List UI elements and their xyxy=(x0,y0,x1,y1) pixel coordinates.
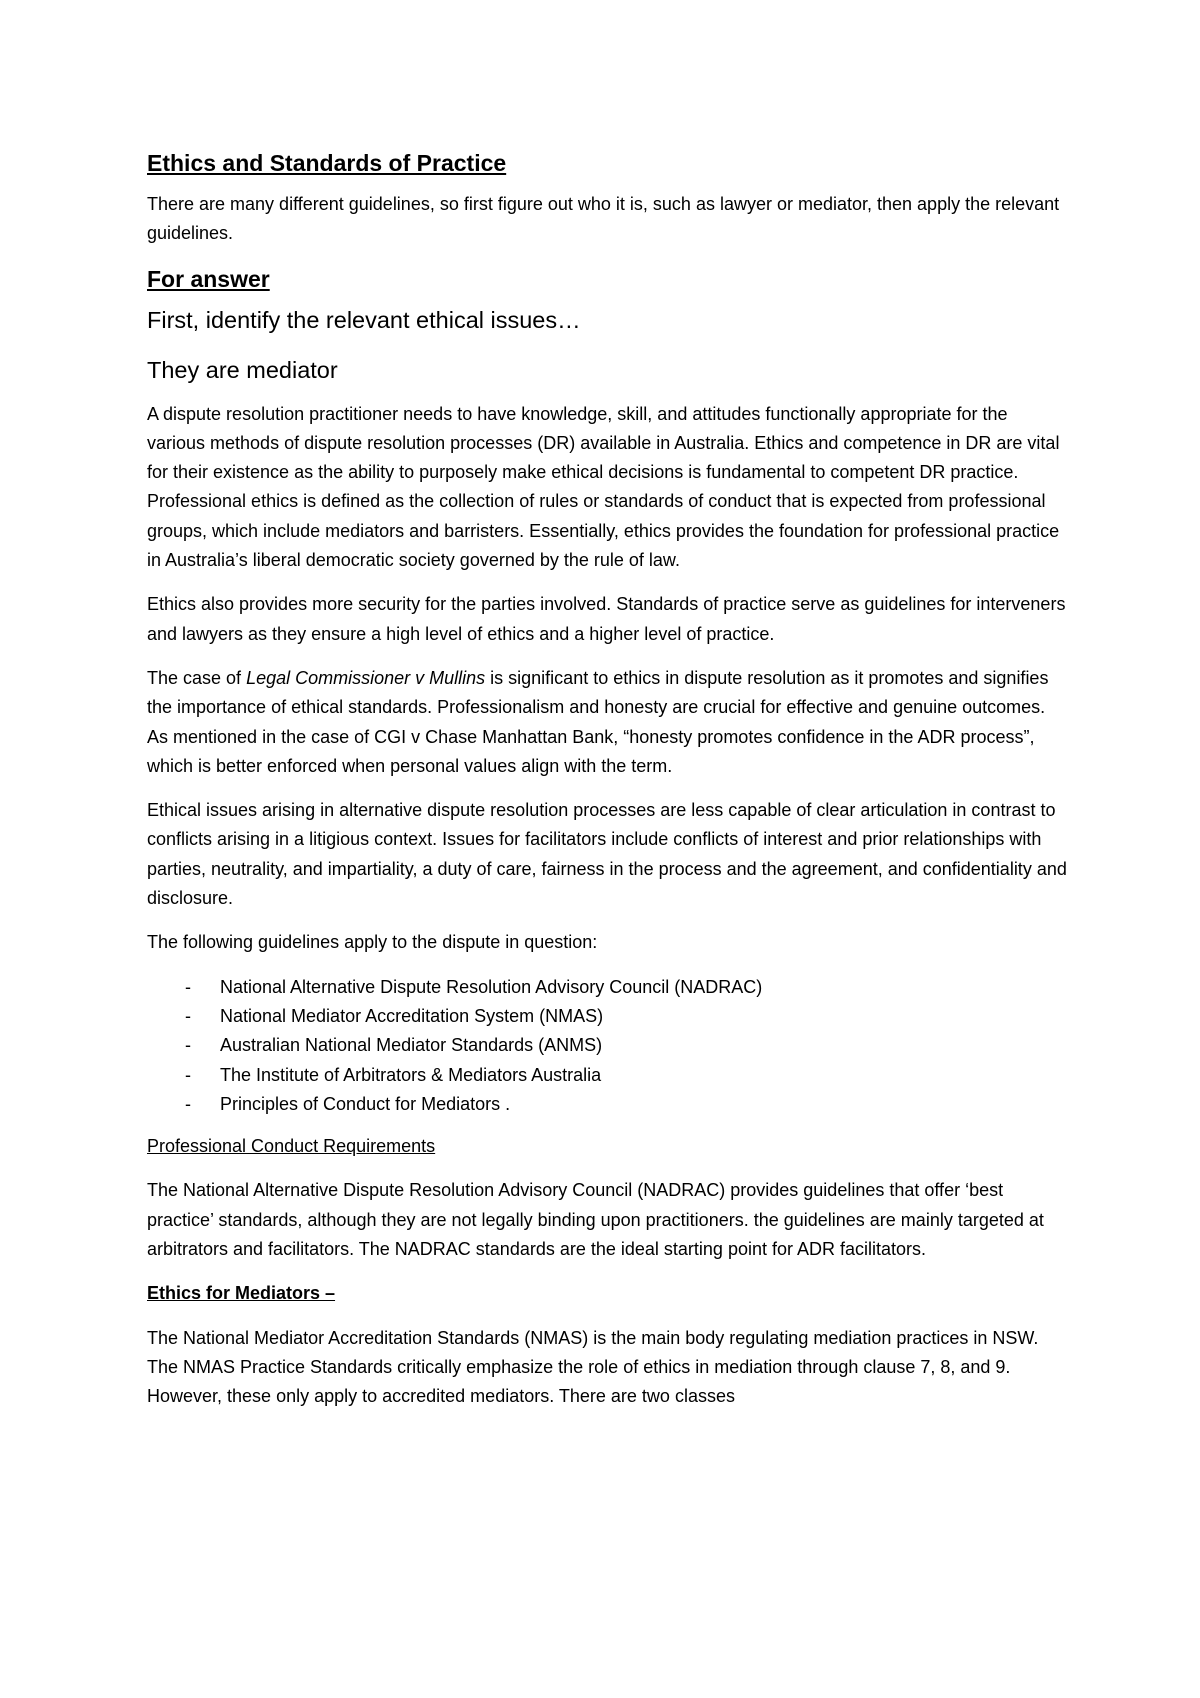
case-prefix: The case of xyxy=(147,667,247,688)
document-page xyxy=(147,148,1067,1427)
paragraph-nmas: The National Mediator Accreditation Standards (NMAS) is the main body regulating mediation practices in NSW. The NMAS Practice Standards critically emphasize the role of ethics in mediation through clause 7, 8, and 9. However, these only apply to accredited mediators. There are two classes xyxy=(147,1327,1039,1407)
paragraph-practitioner: A dispute resolution practitioner needs to have knowledge, skill, and attitudes functionally appropriate for the various methods of dispute resolution processes (DR) available in Australia. Ethics and competence in DR are vital for their existence as the ability to purposely make ethical decisions is fundamental to competent DR practice. Professional ethics is defined as the collection of rules or standards of conduct that is expected from professional groups, which include mediators and barristers. Essentially, ethics provides the foundation for professional practice in Australia’s liberal democratic society governed by the rule of law. xyxy=(147,403,1060,571)
for-answer-heading: For answer xyxy=(147,265,270,292)
list-item: - Australian National Mediator Standards (ANMS) xyxy=(147,1031,1067,1060)
intro-paragraph: There are many different guidelines, so first figure out who it is, such as lawyer or mediator, then apply the relevant guidelines. xyxy=(147,194,1060,244)
they-are-mediator-line: They are mediator xyxy=(147,356,338,383)
paragraph-guidelines-intro: The following guidelines apply to the dispute in question: xyxy=(147,932,598,953)
professional-conduct-heading: Professional Conduct Requirements xyxy=(147,1136,436,1157)
list-marker: - xyxy=(185,1093,191,1114)
paragraph-security: Ethics also provides more security for the parties involved. Standards of practice serve as guidelines for interveners and lawyers as they ensure a high level of ethics and a higher level of practice. xyxy=(147,594,1066,644)
paragraph-ethical-issues: Ethical issues arising in alternative dispute resolution processes are less capable of clear articulation in contrast to conflicts arising in a litigious context. Issues for facilitators include conflicts of interest and prior relationships with parties, neutrality, and impartiality, a duty of care, fairness in the process and the agreement, and confidentiality and disclosure. xyxy=(147,800,1067,909)
case-rest: is significant to ethics in dispute resolution as it promotes and signifies the importance of ethical standards. Professionalism and honesty are crucial for effective and genuine outcomes. As mentioned in the case of CGI v Chase Manhattan Bank, “honesty promotes confidence in the ADR process”, which is better enforced when personal values align with the term. xyxy=(147,667,1049,776)
paragraph-case xyxy=(147,664,1067,781)
document-title: Ethics and Standards of Practice xyxy=(147,150,507,176)
list-marker: - xyxy=(185,1035,191,1056)
identify-issues-line: First, identify the relevant ethical issues… xyxy=(147,306,581,333)
list-item: - The Institute of Arbitrators & Mediators Australia xyxy=(147,1061,1067,1090)
list-marker: - xyxy=(185,976,191,997)
list-item: - Principles of Conduct for Mediators . xyxy=(147,1090,1067,1119)
list-marker: - xyxy=(185,1005,191,1026)
list-item: - National Mediator Accreditation System (NMAS) xyxy=(147,1002,1067,1031)
paragraph-nadrac: The National Alternative Dispute Resolution Advisory Council (NADRAC) provides guidelines that offer ‘best practice’ standards, although they are not legally binding upon practitioners. the guidelines are mainly targeted at arbitrators and facilitators. The NADRAC standards are the ideal starting point for ADR facilitators. xyxy=(147,1180,1044,1260)
list-marker: - xyxy=(185,1064,191,1085)
guidelines-list xyxy=(147,973,1067,1119)
list-item: - National Alternative Dispute Resolution Advisory Council (NADRAC) xyxy=(147,973,1067,1002)
case-name: Legal Commissioner v Mullins xyxy=(246,667,486,688)
ethics-for-mediators-heading: Ethics for Mediators – xyxy=(147,1283,336,1304)
